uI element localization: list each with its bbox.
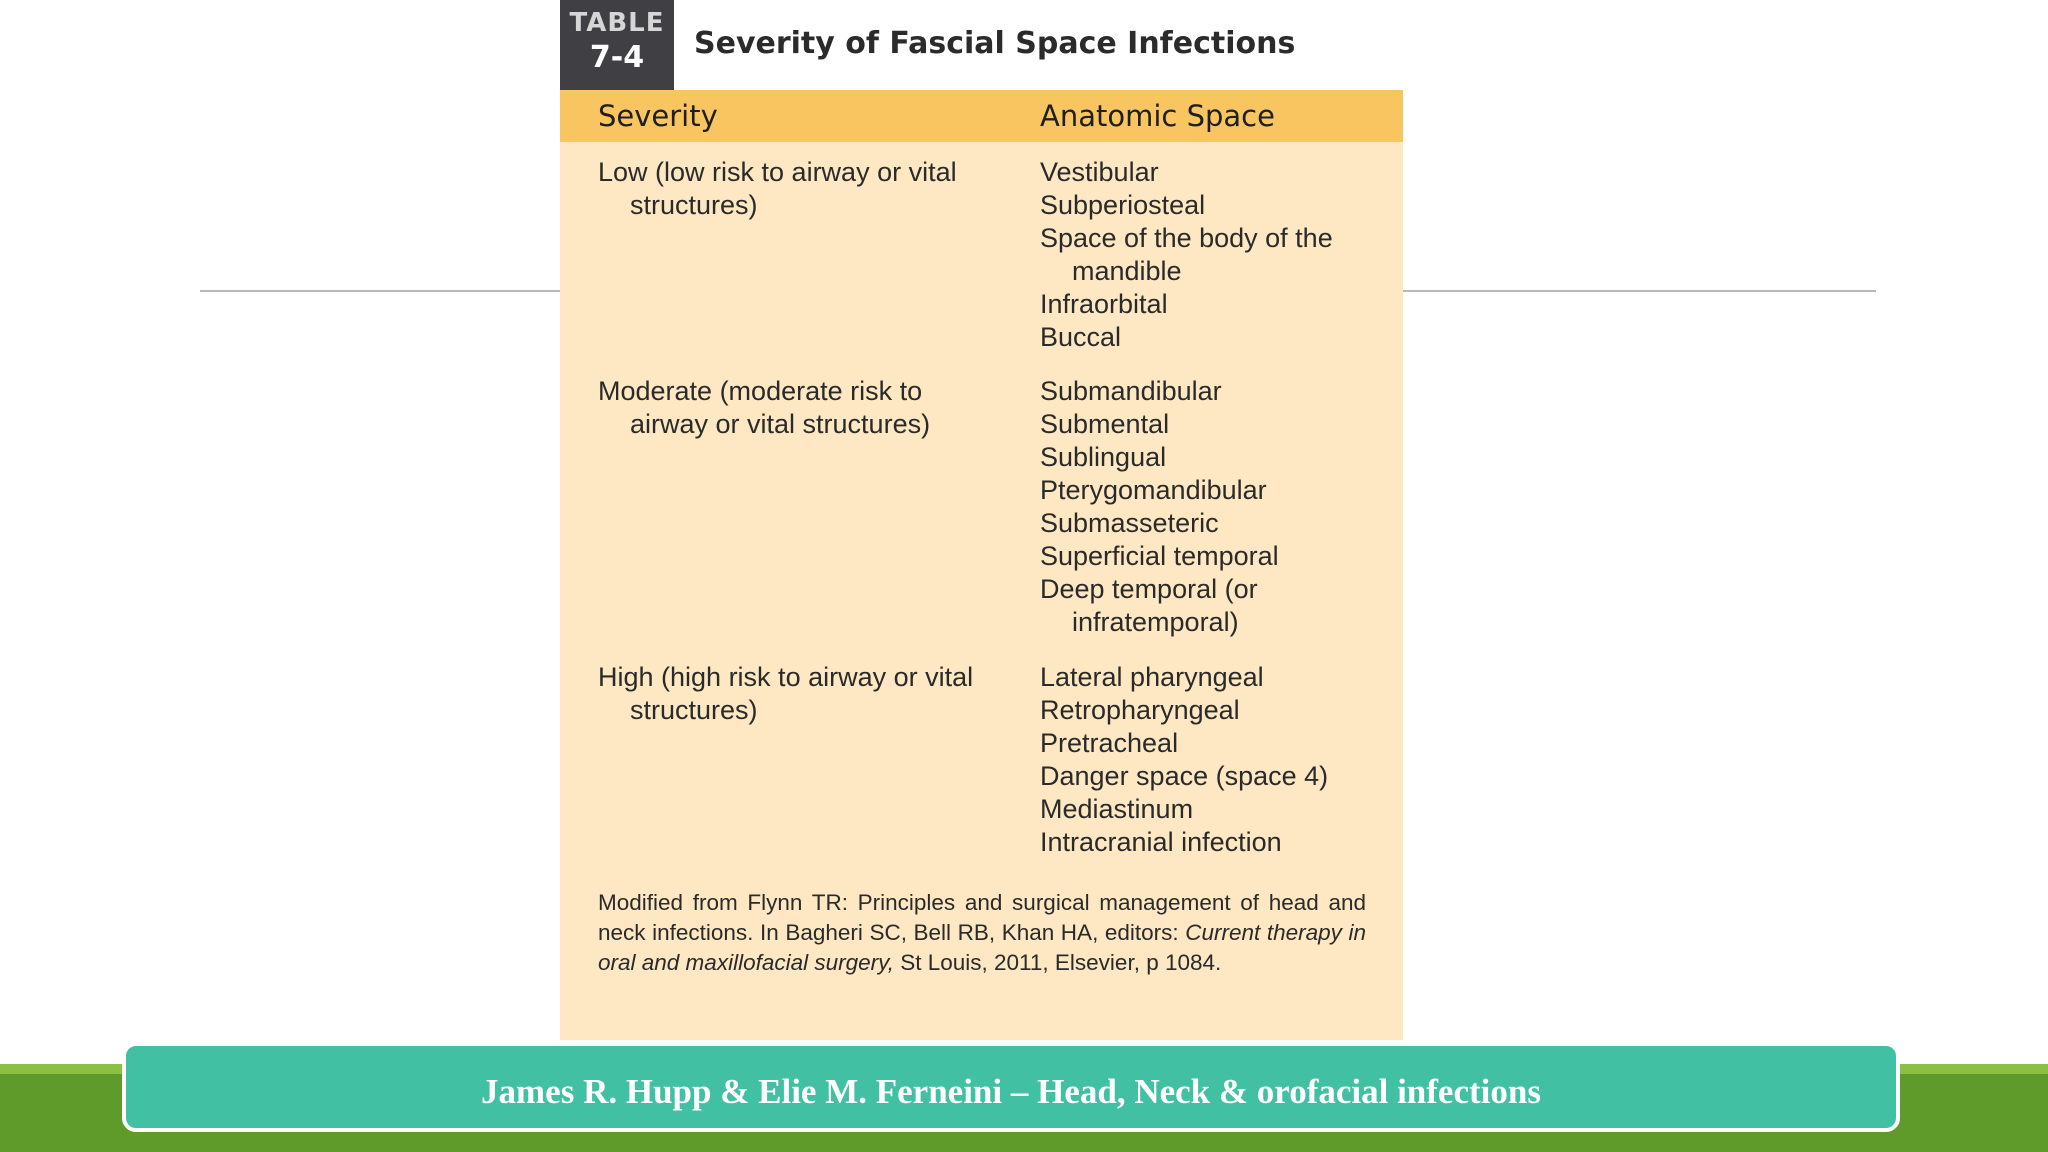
footnote-text-end: St Louis, 2011, Elsevier, p 1084. bbox=[893, 950, 1222, 975]
anatomic-space-item: Lateral pharyngeal bbox=[1040, 662, 1264, 692]
table-number-badge bbox=[560, 0, 674, 90]
anatomic-space-list bbox=[1040, 375, 1380, 639]
table-title: Severity of Fascial Space Infections bbox=[694, 26, 1296, 61]
anatomic-space-item: Danger space (space 4) bbox=[1040, 761, 1329, 791]
anatomic-space-item: Space of the body of the mandible bbox=[1040, 223, 1333, 286]
footer-caption-box bbox=[122, 1042, 1900, 1132]
severity-cell bbox=[598, 156, 1018, 222]
slide-divider-right bbox=[1402, 290, 1876, 292]
table-heading bbox=[560, 0, 1403, 90]
severity-label: Moderate (moderate risk to bbox=[598, 376, 923, 406]
anatomic-space-item: Vestibular bbox=[1040, 157, 1159, 187]
footnote-text: Modified from Flynn TR: Principles and surgical management of head and neck infections. In Bagheri SC, Bell RB, Khan HA, editors: bbox=[598, 890, 1366, 945]
column-header-severity: Severity bbox=[598, 99, 718, 133]
anatomic-space-item: Pretracheal bbox=[1040, 728, 1179, 758]
anatomic-space-item: Buccal bbox=[1040, 322, 1122, 352]
footnote-book-title: Current therapy in oral and maxillofacial surgery, bbox=[598, 920, 1366, 975]
anatomic-space-item: Superficial temporal bbox=[1040, 541, 1279, 571]
footer-caption: James R. Hupp & Elie M. Ferneini – Head, Neck & orofacial infections bbox=[481, 1072, 1541, 1111]
severity-label-cont: airway or vital structures) bbox=[630, 409, 931, 439]
anatomic-space-item: Intracranial infection bbox=[1040, 827, 1282, 857]
severity-label: High (high risk to airway or vital bbox=[598, 662, 974, 692]
severity-label: Low (low risk to airway or vital bbox=[598, 157, 957, 187]
anatomic-space-item: Pterygomandibular bbox=[1040, 475, 1267, 505]
anatomic-space-item: Submasseteric bbox=[1040, 508, 1219, 538]
anatomic-space-item: Infraorbital bbox=[1040, 289, 1168, 319]
anatomic-space-item: Subperiosteal bbox=[1040, 190, 1206, 220]
column-header-row bbox=[560, 90, 1403, 142]
anatomic-space-list bbox=[1040, 661, 1380, 859]
slide-divider-left bbox=[200, 290, 562, 292]
anatomic-space-item: Deep temporal (or infratemporal) bbox=[1040, 574, 1258, 637]
badge-word: TABLE bbox=[569, 8, 665, 38]
table-body bbox=[560, 142, 1403, 1040]
severity-cell bbox=[598, 375, 1018, 441]
severity-label-cont: structures) bbox=[630, 695, 758, 725]
column-header-anatomic-space: Anatomic Space bbox=[1040, 99, 1275, 133]
anatomic-space-item: Retropharyngeal bbox=[1040, 695, 1240, 725]
table-figure bbox=[560, 0, 1403, 1040]
anatomic-space-item: Mediastinum bbox=[1040, 794, 1194, 824]
table-footnote bbox=[598, 888, 1366, 978]
severity-cell bbox=[598, 661, 1018, 727]
severity-label-cont: structures) bbox=[630, 190, 758, 220]
anatomic-space-item: Submandibular bbox=[1040, 376, 1222, 406]
badge-number: 7-4 bbox=[589, 40, 645, 75]
anatomic-space-item: Sublingual bbox=[1040, 442, 1167, 472]
anatomic-space-list bbox=[1040, 156, 1380, 354]
anatomic-space-item: Submental bbox=[1040, 409, 1170, 439]
